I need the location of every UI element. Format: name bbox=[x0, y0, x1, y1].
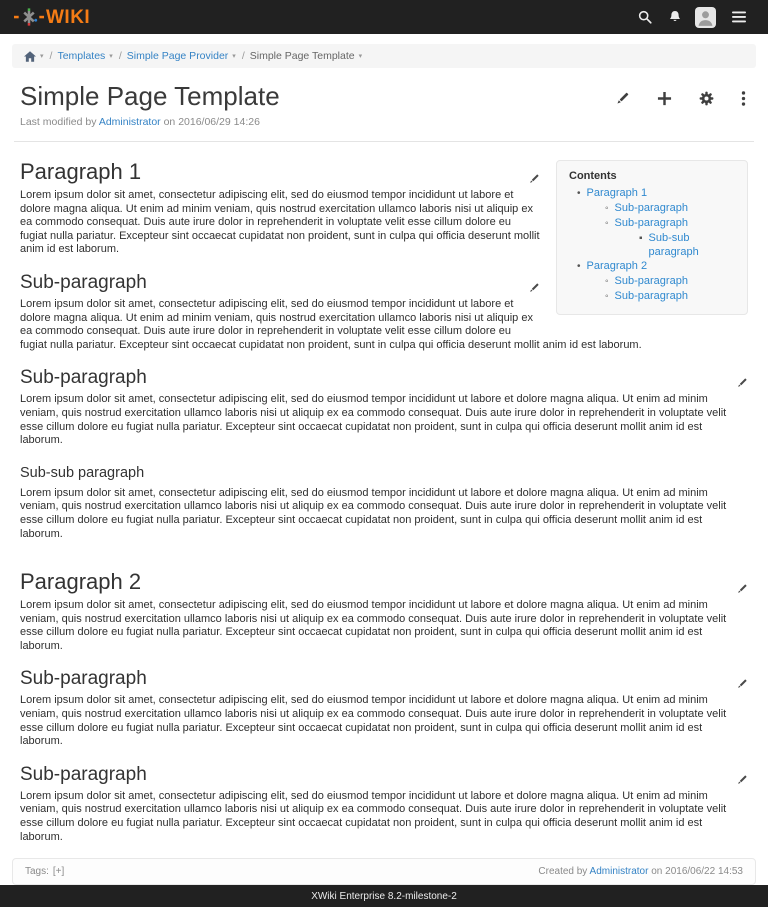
section-paragraph: Lorem ipsum dolor sit amet, consectetur adipiscing elit, sed do eiusmod tempor incididunt ut labore et dolore magna aliqua. Ut enim ad minim veniam, quis nostrud exercitation ullamco laboris nisi ut aliquip ex ea commodo consequat. Duis aute irure dolor in reprehenderit in voluptate velit esse cillum dolore eu fugiat nulla pariatur. Excepteur sint occaecat cupidatat non proident, sunt in culpa qui officia deserunt mollit anim id est laborum. bbox=[20, 789, 727, 843]
edit-pencil-icon[interactable] bbox=[615, 91, 630, 106]
toc-link[interactable]: Sub-paragraph bbox=[614, 290, 688, 302]
toc-bullet-icon: ◦ bbox=[605, 291, 609, 302]
toc-list bbox=[567, 186, 737, 304]
breadcrumb-home[interactable] bbox=[24, 51, 36, 62]
toc-bullet-icon: • bbox=[577, 261, 581, 272]
created-prefix: Created by bbox=[538, 866, 588, 878]
section-heading-text: Sub-paragraph bbox=[20, 668, 147, 690]
section-heading-text: Sub-paragraph bbox=[20, 271, 147, 293]
section-heading-text: Sub-paragraph bbox=[20, 763, 147, 785]
last-modified-author-link[interactable]: Administrator bbox=[98, 116, 161, 128]
toc-bullet-icon: • bbox=[577, 188, 581, 199]
toc-item bbox=[567, 274, 737, 289]
created-suffix: on 2016/06/22 14:53 bbox=[651, 866, 743, 878]
toc-link[interactable]: Sub-paragraph bbox=[614, 275, 688, 287]
created-author-link[interactable]: Administrator bbox=[589, 866, 649, 878]
section-heading-text: Sub-paragraph bbox=[20, 367, 147, 389]
toc-link[interactable]: Paragraph 2 bbox=[586, 260, 648, 272]
table-of-contents bbox=[556, 160, 748, 315]
document-footer-bar bbox=[12, 858, 756, 885]
breadcrumb-current-page: Simple Page Template bbox=[249, 50, 355, 62]
breadcrumb-separator: / bbox=[118, 50, 122, 62]
document-content bbox=[0, 142, 768, 844]
last-modified-line bbox=[0, 111, 768, 128]
toc-bullet-icon: ▪ bbox=[639, 233, 643, 244]
section-paragraph: Lorem ipsum dolor sit amet, consectetur adipiscing elit, sed do eiusmod tempor incididunt ut labore et dolore magna aliqua. Ut enim ad minim veniam, quis nostrud exercitation ullamco laboris nisi ut aliquip ex ea commodo consequat. Duis aute irure dolor in reprehenderit in voluptate velit esse cillum dolore eu fugiat nulla pariatur. Excepteur sint occaecat cupidatat non proident, sunt in culpa qui officia deserunt mollit anim id est laborum. bbox=[20, 486, 727, 540]
breadcrumb-caret-icon[interactable]: ▾ bbox=[358, 53, 363, 60]
page-title: Simple Page Template bbox=[20, 81, 280, 111]
section-heading-text: Paragraph 2 bbox=[20, 569, 142, 595]
toc-item bbox=[567, 259, 737, 274]
toc-item bbox=[567, 201, 737, 216]
toc-link[interactable]: Sub-sub paragraph bbox=[648, 232, 699, 258]
section-edit-pencil-icon[interactable] bbox=[528, 271, 540, 300]
drawer-menu-icon[interactable] bbox=[724, 0, 754, 34]
breadcrumb-caret-icon[interactable]: ▾ bbox=[232, 53, 236, 60]
section-heading bbox=[20, 667, 748, 690]
toc-item bbox=[567, 289, 737, 304]
created-line bbox=[538, 866, 743, 877]
notifications-bell-icon[interactable] bbox=[660, 0, 690, 34]
create-plus-icon[interactable] bbox=[657, 91, 672, 106]
tags-area bbox=[25, 866, 64, 877]
xwiki-logo-asterisk-icon bbox=[14, 7, 44, 27]
toc-item bbox=[567, 186, 737, 201]
section-edit-pencil-icon[interactable] bbox=[736, 366, 748, 395]
toc-link[interactable]: Paragraph 1 bbox=[586, 187, 648, 199]
user-avatar[interactable] bbox=[690, 0, 720, 34]
section-heading-text: Sub-sub paragraph bbox=[20, 464, 145, 481]
section-heading bbox=[20, 569, 748, 595]
toc-bullet-icon: ◦ bbox=[605, 203, 609, 214]
section-paragraph: Lorem ipsum dolor sit amet, consectetur adipiscing elit, sed do eiusmod tempor incididunt ut labore et dolore magna aliqua. Ut enim ad minim veniam, quis nostrud exercitation ullamco laboris nisi ut aliquip ex ea commodo consequat. Duis aute irure dolor in reprehenderit in voluptate velit esse cillum dolore eu fugiat nulla pariatur. Excepteur sint occaecat cupidatat non proident, sunt in culpa qui officia deserunt mollit anim id est laborum. bbox=[20, 599, 727, 652]
breadcrumb-link-simple-page-provider[interactable]: Simple Page Provider bbox=[126, 50, 229, 62]
last-modified-prefix: Last modified by bbox=[20, 116, 97, 128]
section-edit-pencil-icon[interactable] bbox=[736, 763, 748, 792]
section-heading-text: Paragraph 1 bbox=[20, 159, 142, 184]
section-paragraph: Lorem ipsum dolor sit amet, consectetur adipiscing elit, sed do eiusmod tempor incididunt ut labore et dolore magna aliqua. Ut enim ad minim veniam, quis nostrud exercitation ullamco laboris nisi ut aliquip ex ea commodo consequat. Duis aute irure dolor in reprehenderit in voluptate velit esse cillum dolore eu fugiat nulla pariatur. Excepteur sint occaecat cupidatat non proident, sunt in culpa qui officia deserunt mollit anim id est laborum. bbox=[20, 694, 727, 748]
breadcrumb-separator: / bbox=[49, 50, 53, 62]
toc-bullet-icon: ◦ bbox=[605, 276, 609, 287]
breadcrumb-separator: / bbox=[241, 50, 245, 62]
toc-item bbox=[567, 231, 737, 259]
xwiki-logo-text: WIKI bbox=[46, 6, 91, 28]
section-edit-pencil-icon[interactable] bbox=[736, 667, 748, 696]
breadcrumb bbox=[12, 44, 756, 68]
add-tag-button[interactable]: [+] bbox=[52, 866, 65, 878]
section-paragraph: Lorem ipsum dolor sit amet, consectetur adipiscing elit, sed do eiusmod tempor incididunt ut labore et dolore magna aliqua. Ut enim ad minim veniam, quis nostrud exercitation ullamco laboris nisi ut aliquip ex ea commodo consequat. Duis aute irure dolor in reprehenderit in voluptate velit esse cillum dolore eu fugiat nulla pariatur. Excepteur sint occaecat cupidatat non proident, sunt in culpa qui officia deserunt mollit anim id est laborum. bbox=[20, 189, 540, 256]
section-heading bbox=[20, 763, 748, 786]
section-edit-pencil-icon[interactable] bbox=[528, 159, 540, 191]
toc-bullet-icon: ◦ bbox=[605, 218, 609, 229]
last-modified-suffix: on 2016/06/29 14:26 bbox=[163, 116, 260, 128]
breadcrumb-caret-icon[interactable]: ▾ bbox=[40, 53, 44, 60]
avatar-person-icon bbox=[695, 7, 716, 28]
app-footer bbox=[0, 885, 768, 907]
toc-item bbox=[567, 216, 737, 231]
tags-label: Tags: bbox=[25, 866, 49, 878]
version-label: XWiki Enterprise 8.2-milestone-2 bbox=[311, 890, 457, 902]
section-edit-pencil-icon[interactable] bbox=[736, 569, 748, 601]
toc-link[interactable]: Sub-paragraph bbox=[614, 217, 688, 229]
breadcrumb-caret-icon[interactable]: ▾ bbox=[109, 53, 113, 60]
section-paragraph: Lorem ipsum dolor sit amet, consectetur adipiscing elit, sed do eiusmod tempor incididunt ut labore et dolore magna aliqua. Ut enim ad minim veniam, quis nostrud exercitation ullamco laboris nisi ut aliquip ex ea commodo consequat. Duis aute irure dolor in reprehenderit in voluptate velit esse cillum dolore eu fugiat nulla pariatur. Excepteur sint occaecat cupidatat non proident, sunt in culpa qui officia deserunt mollit anim id est laborum. bbox=[20, 297, 642, 351]
more-kebab-icon[interactable] bbox=[741, 91, 746, 106]
top-navbar bbox=[0, 0, 768, 34]
toc-link[interactable]: Sub-paragraph bbox=[614, 202, 688, 214]
section-heading bbox=[20, 366, 748, 389]
breadcrumb-link-templates[interactable]: Templates bbox=[57, 50, 106, 62]
xwiki-logo[interactable] bbox=[14, 7, 90, 27]
settings-gear-icon[interactable] bbox=[699, 91, 714, 106]
search-icon[interactable] bbox=[630, 0, 660, 34]
section-paragraph: Lorem ipsum dolor sit amet, consectetur adipiscing elit, sed do eiusmod tempor incididunt ut labore et dolore magna aliqua. Ut enim ad minim veniam, quis nostrud exercitation ullamco laboris nisi ut aliquip ex ea commodo consequat. Duis aute irure dolor in reprehenderit in voluptate velit esse cillum dolore eu fugiat nulla pariatur. Excepteur sint occaecat cupidatat non proident, sunt in culpa qui officia deserunt mollit anim id est laborum. bbox=[20, 393, 727, 447]
section-heading bbox=[20, 464, 748, 482]
toc-title: Contents bbox=[569, 170, 617, 182]
home-icon bbox=[24, 51, 36, 62]
